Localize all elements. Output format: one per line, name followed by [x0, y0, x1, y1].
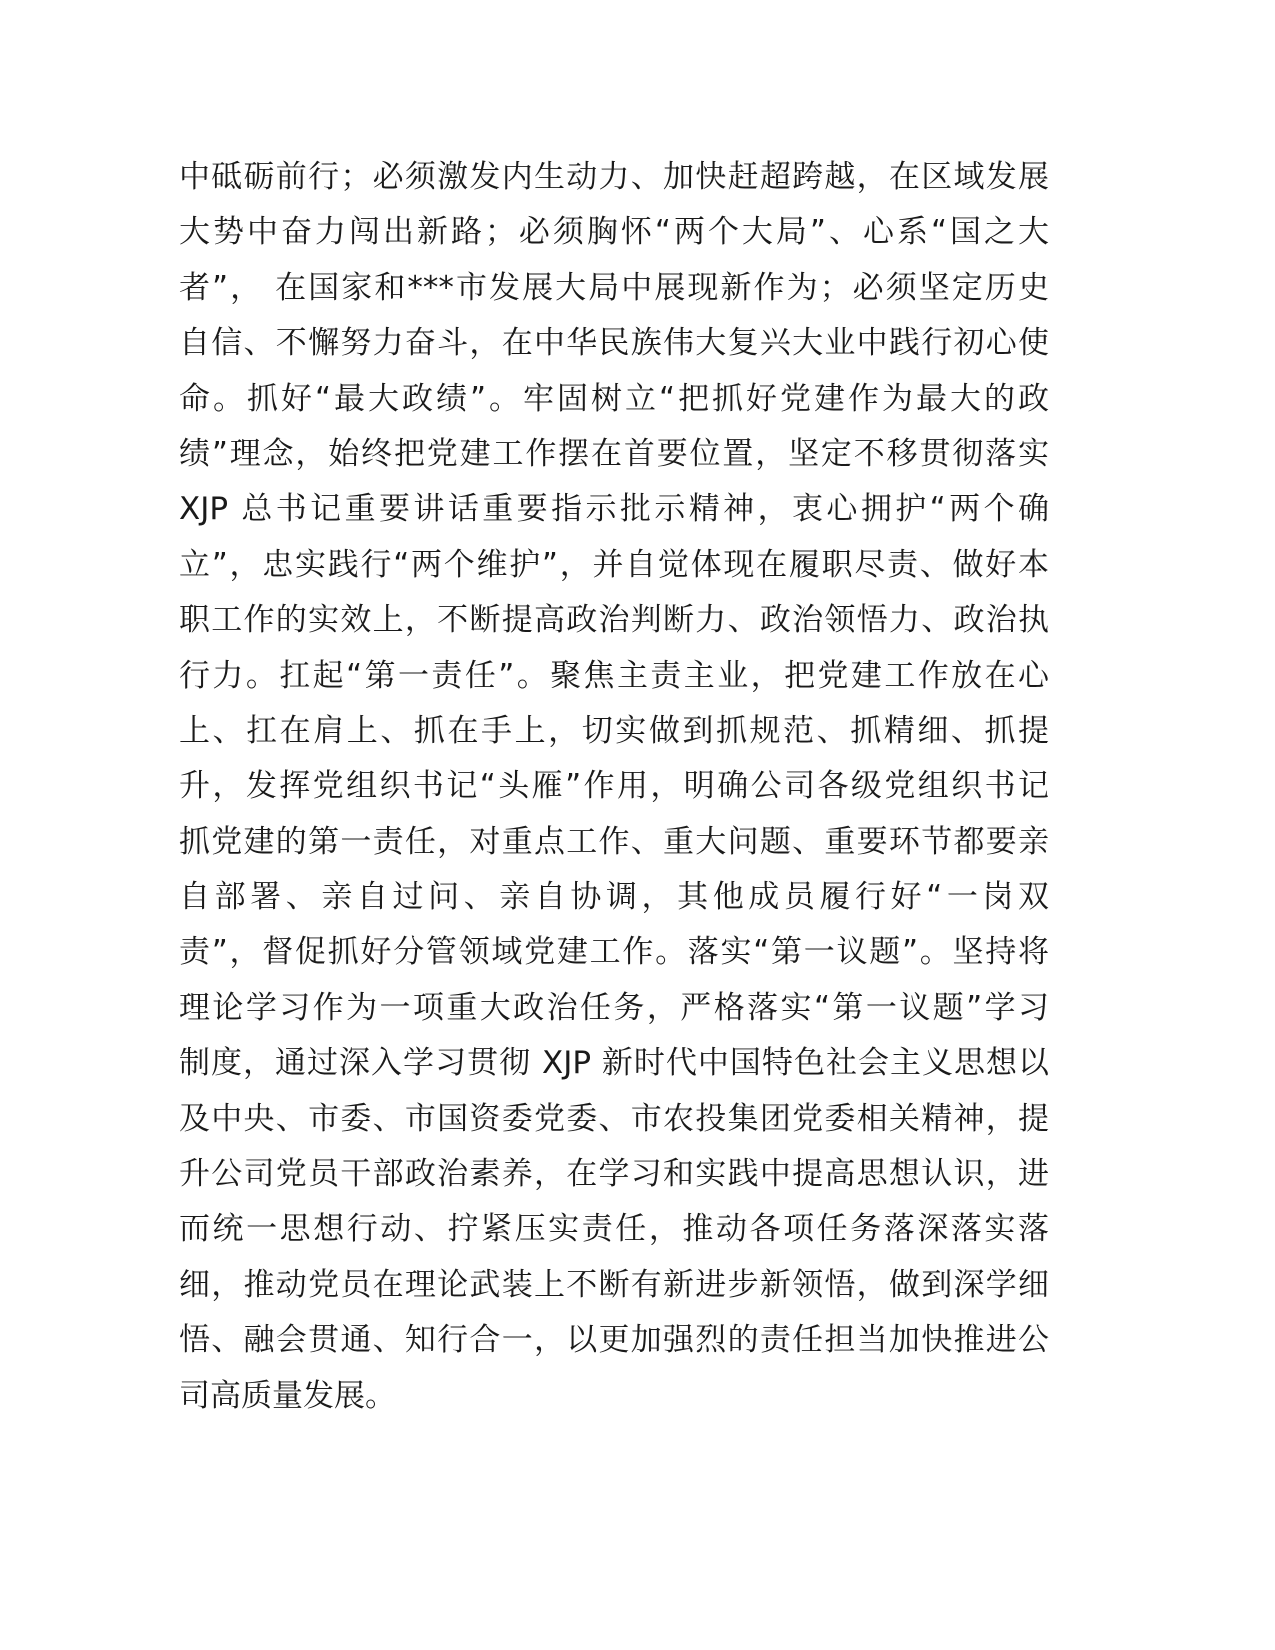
text-line-18: 及中央、市委、市国资委党委、市农投集团党委相关精神，提 [179, 1100, 1049, 1137]
text-line-5: 命。抓好“最大政绩”。牢固树立“把抓好党建作为最大的政 [179, 380, 1049, 417]
text-line-19: 升公司党员干部政治素养，在学习和实践中提高思想认识，进 [179, 1156, 1049, 1193]
text-line-14: 自部署、亲自过问、亲自协调，其他成员履行好“一岗双 [179, 879, 1049, 916]
text-line-15: 责”，督促抓好分管领域党建工作。落实“第一议题”。坚持将 [179, 934, 1049, 971]
text-line-6: 绩”理念，始终把党建工作摆在首要位置，坚定不移贯彻落实 [179, 435, 1049, 472]
text-line-22: 悟、融会贯通、知行合一，以更加强烈的责任担当加快推进公 [179, 1322, 1049, 1359]
body-paragraph [179, 150, 1049, 1424]
text-line-16: 理论学习作为一项重大政治任务，严格落实“第一议题”学习 [179, 989, 1049, 1026]
text-line-3: 者”， 在国家和***市发展大局中展现新作为；必须坚定历史 [179, 269, 1049, 306]
text-line-20: 而统一思想行动、拧紧压实责任，推动各项任务落深落实落 [179, 1211, 1049, 1248]
text-line-1: 中砥砺前行；必须激发内生动力、加快赶超跨越，在区域发展 [179, 159, 1049, 195]
text-line-8: 立”，忠实践行“两个维护”，并自觉体现在履职尽责、做好本 [179, 546, 1049, 583]
text-line-9: 职工作的实效上，不断提高政治判断力、政治领悟力、政治执 [179, 602, 1049, 639]
text-line-23: 司高质量发展。 [179, 1377, 396, 1414]
text-line-10: 行力。扛起“第一责任”。聚焦主责主业，把党建工作放在心 [179, 657, 1049, 694]
text-line-13: 抓党建的第一责任，对重点工作、重大问题、重要环节都要亲 [179, 823, 1049, 860]
text-line-21: 细，推动党员在理论武装上不断有新进步新领悟，做到深学细 [179, 1266, 1049, 1303]
text-line-12: 升，发挥党组织书记“头雁”作用，明确公司各级党组织书记 [179, 768, 1049, 805]
text-line-7: XJP 总书记重要讲话重要指示批示精神，衷心拥护“两个确 [179, 491, 1049, 528]
text-line-17: 制度，通过深入学习贯彻 XJP 新时代中国特色社会主义思想以 [179, 1045, 1049, 1082]
text-line-11: 上、扛在肩上、抓在手上，切实做到抓规范、抓精细、抓提 [179, 712, 1049, 749]
text-line-2: 大势中奋力闯出新路；必须胸怀“两个大局”、心系“国之大 [179, 214, 1049, 251]
text-line-4: 自信、不懈努力奋斗，在中华民族伟大复兴大业中践行初心使 [179, 325, 1049, 362]
